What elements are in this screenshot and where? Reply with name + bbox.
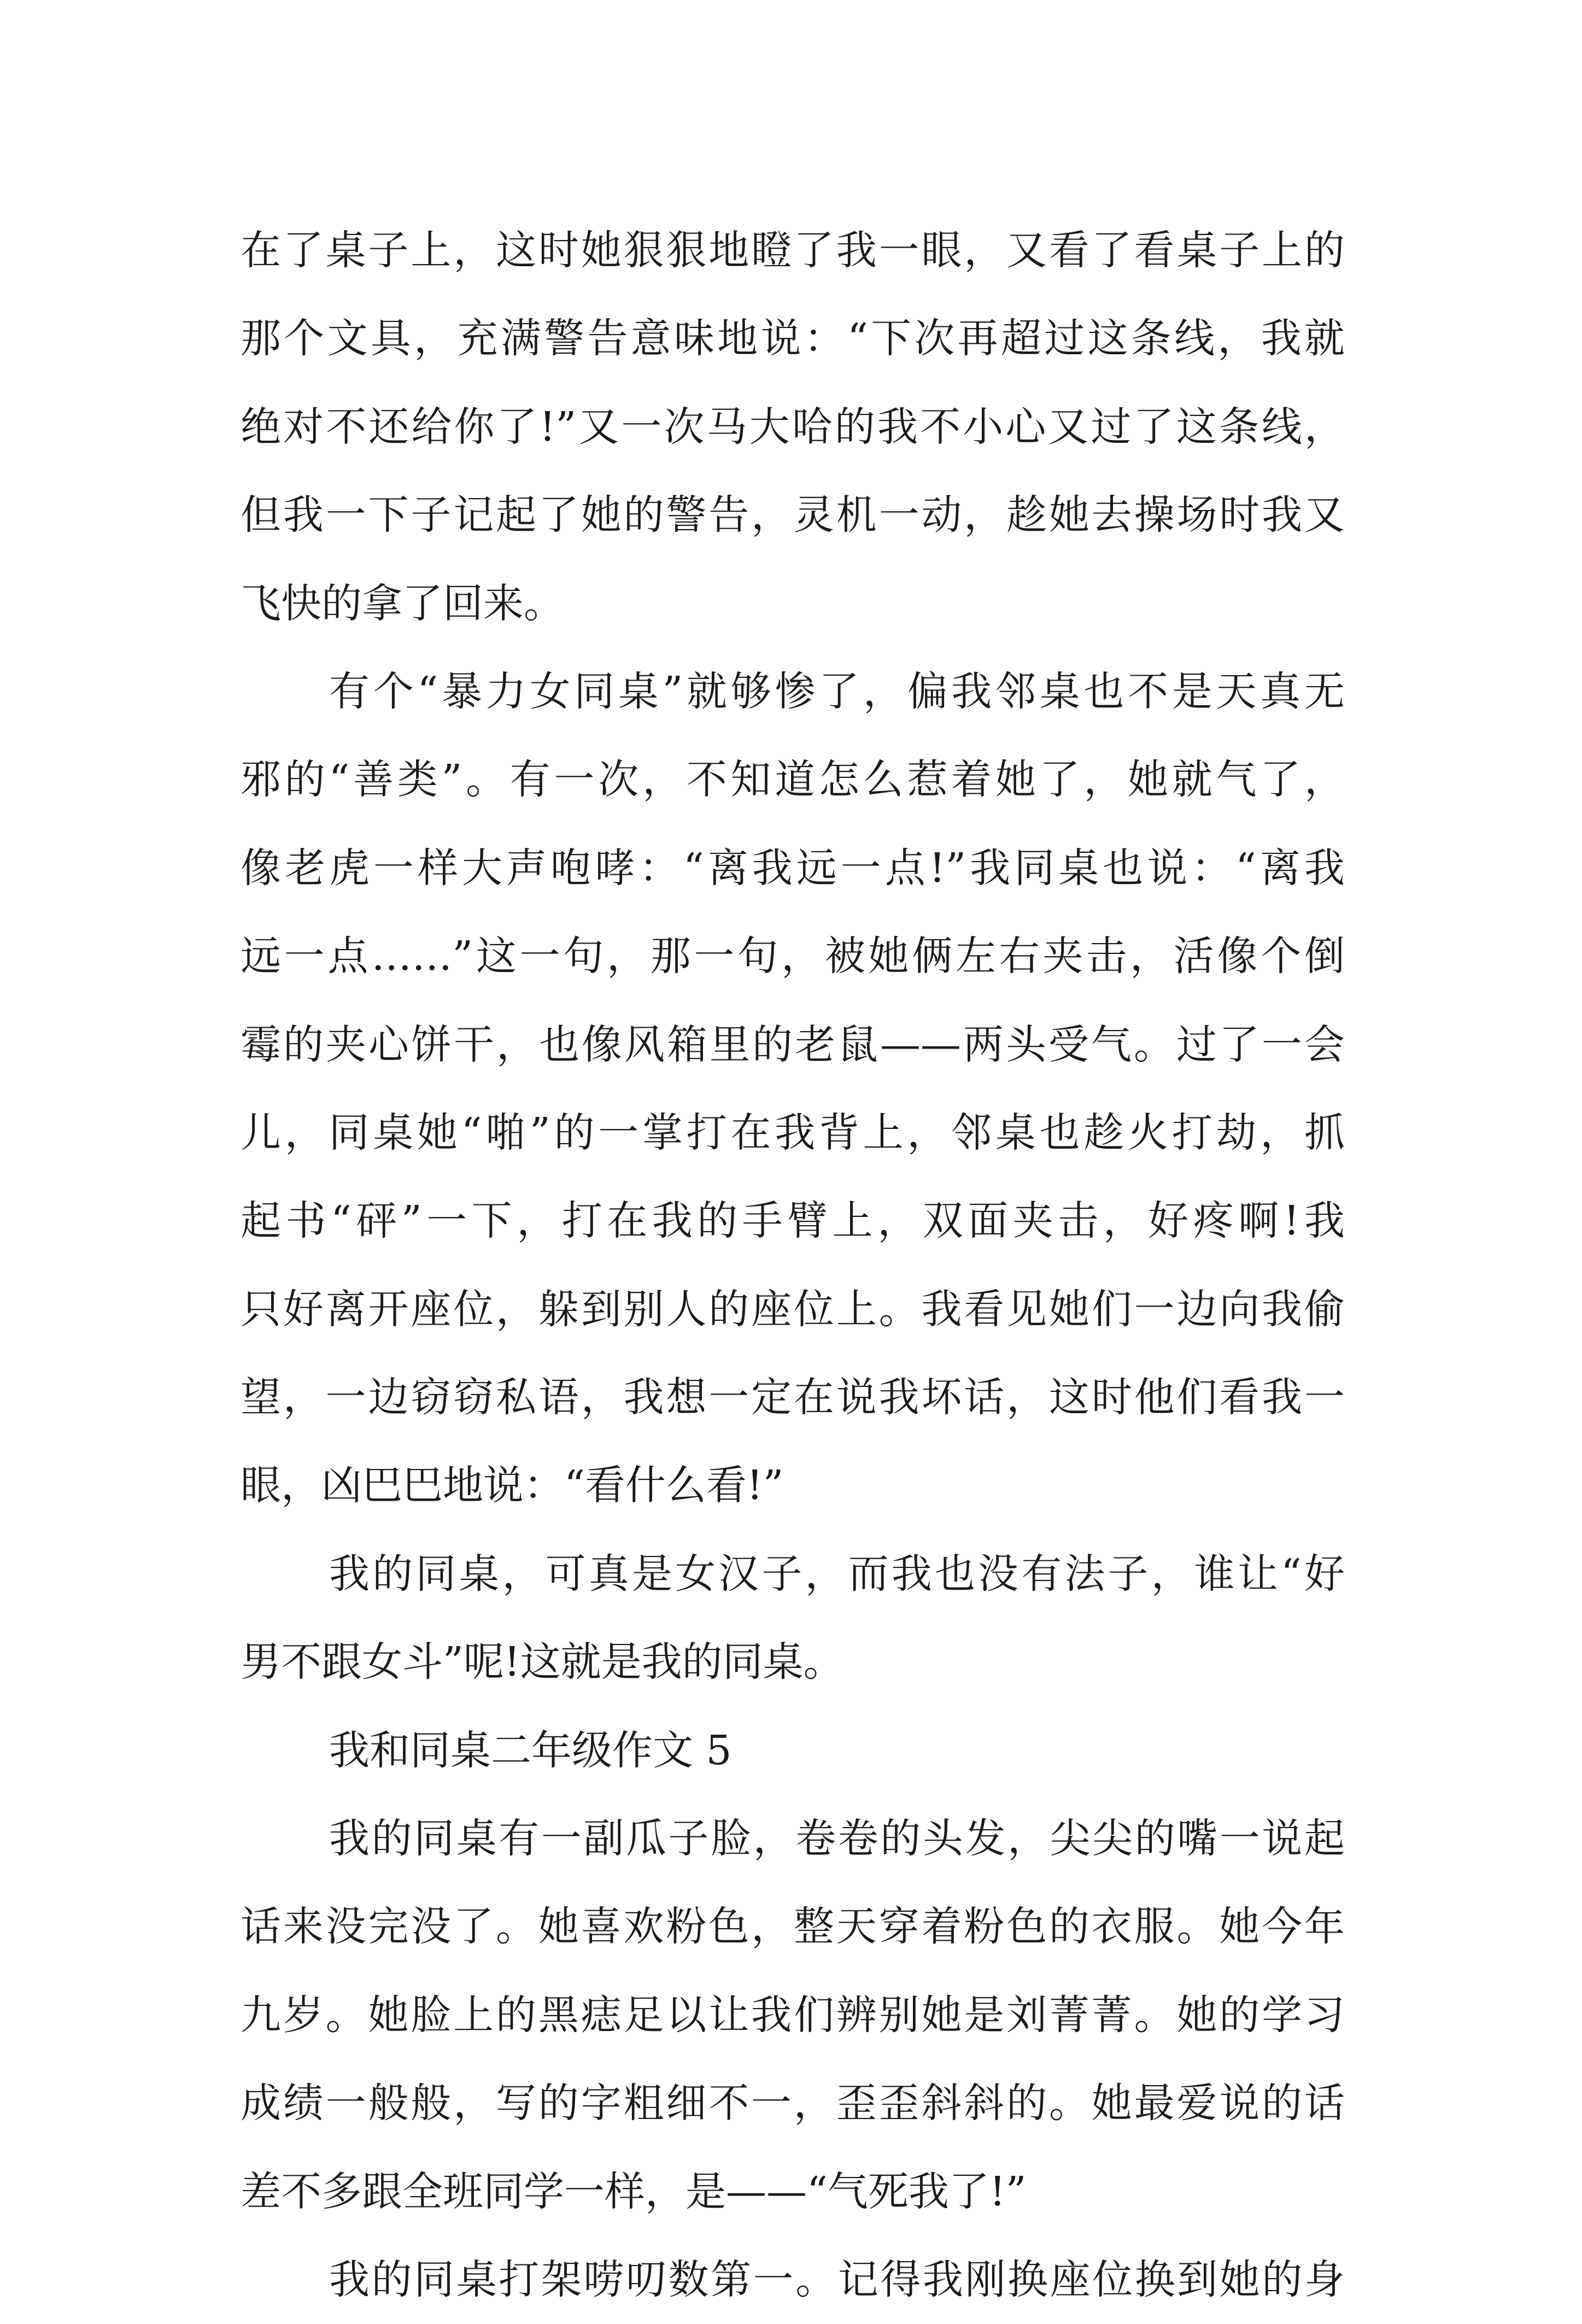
text-line: 儿，同桌她“啪”的一掌打在我背上，邻桌也趁火打劫，抓 xyxy=(241,1109,1345,1156)
section-heading: 我和同桌二年级作文 5 xyxy=(329,1726,732,1774)
paragraph-start-line: 我的同桌打架唠叨数第一。记得我刚换座位换到她的身 xyxy=(329,2256,1345,2303)
text-line: 话来没完没了。她喜欢粉色，整天穿着粉色的衣服。她今年 xyxy=(241,1903,1345,1951)
text-line: 但我一下子记起了她的警告，灵机一动，趁她去操场时我又 xyxy=(241,491,1345,539)
paragraph-start-line: 我的同桌有一副瓜子脸，卷卷的头发，尖尖的嘴一说起 xyxy=(329,1815,1345,1863)
text-line: 飞快的拿了回来。 xyxy=(241,579,564,627)
text-line: 在了桌子上，这时她狠狠地瞪了我一眼，又看了看桌子上的 xyxy=(241,227,1345,274)
text-line: 那个文具，充满警告意味地说：“下次再超过这条线，我就 xyxy=(241,315,1345,362)
text-line: 男不跟女斗”呢!这就是我的同桌。 xyxy=(241,1638,844,1686)
text-line: 望，一边窃窃私语，我想一定在说我坏话，这时他们看我一 xyxy=(241,1374,1345,1421)
paragraph-start-line: 我的同桌，可真是女汉子，而我也没有法子，谁让“好 xyxy=(329,1550,1345,1597)
text-line: 只好离开座位，躲到别人的座位上。我看见她们一边向我偷 xyxy=(241,1285,1345,1333)
text-line: 绝对不还给你了!”又一次马大哈的我不小心又过了这条线， xyxy=(241,403,1345,450)
text-line: 九岁。她脸上的黑痣足以让我们辨别她是刘菁菁。她的学习 xyxy=(241,1991,1345,2039)
text-line: 差不多跟全班同学一样，是——“气死我了!” xyxy=(241,2168,1027,2215)
text-line: 成绩一般般，写的字粗细不一，歪歪斜斜的。她最爱说的话 xyxy=(241,2080,1345,2127)
document-body xyxy=(241,207,1345,2324)
text-line: 起书“砰”一下，打在我的手臂上，双面夹击，好疼啊!我 xyxy=(241,1197,1345,1245)
text-line: 远一点……”这一句，那一句，被她俩左右夹击，活像个倒 xyxy=(241,933,1345,980)
text-line: 眼，凶巴巴地说：“看什么看!” xyxy=(241,1462,784,1509)
paragraph-start-line: 有个“暴力女同桌”就够惨了，偏我邻桌也不是天真无 xyxy=(329,668,1345,715)
text-line: 像老虎一样大声咆哮：“离我远一点!”我同桌也说：“离我 xyxy=(241,844,1345,892)
text-line: 邪的“善类”。有一次，不知道怎么惹着她了，她就气了， xyxy=(241,756,1345,804)
text-line: 霉的夹心饼干，也像风箱里的老鼠——两头受气。过了一会 xyxy=(241,1021,1345,1068)
